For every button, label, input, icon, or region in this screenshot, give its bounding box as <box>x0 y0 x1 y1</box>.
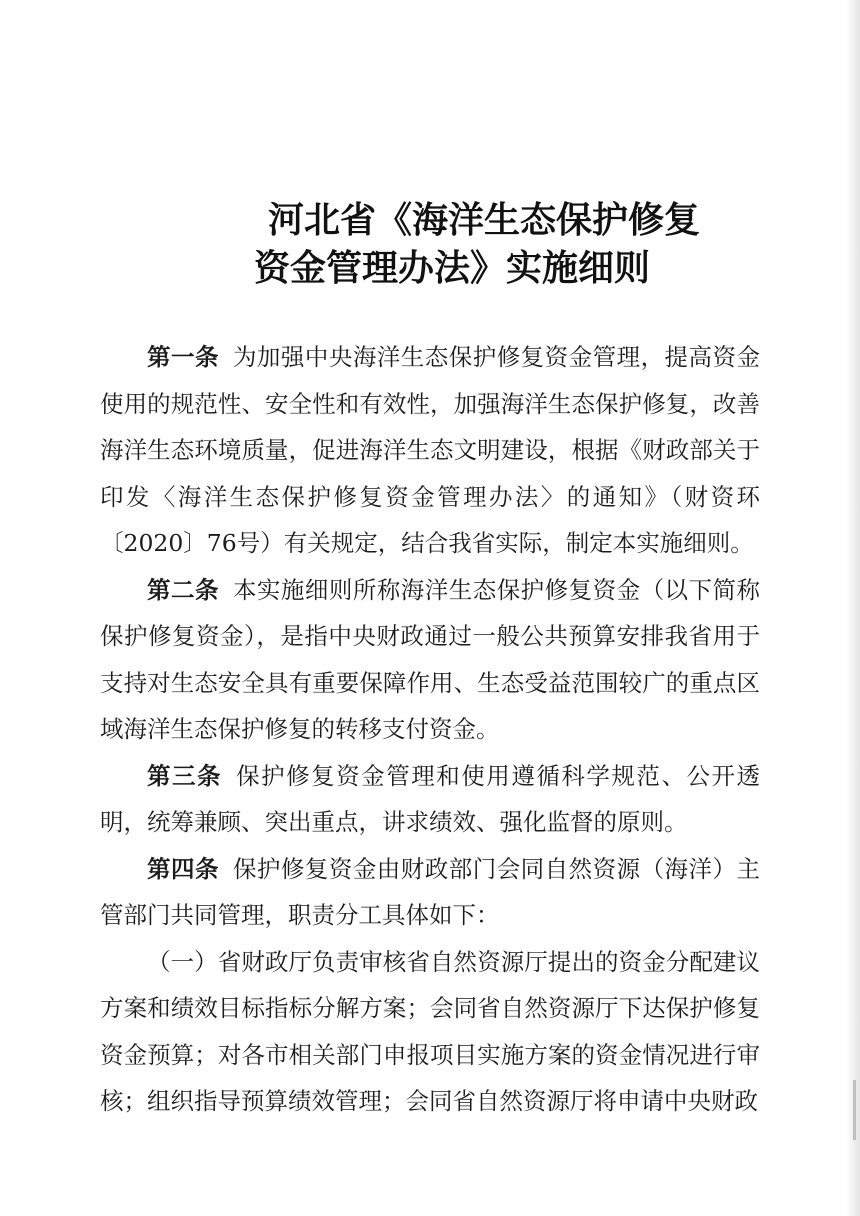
article-1-text: 为加强中央海洋生态保护修复资金管理，提高资金使用的规范性、安全性和有效性，加强海洋生态保护修复，改善海洋生态环境质量，促进海洋生态文明建设，根据《财政部关于印发〈海洋生态保护修复资金管理办法〉的通知》（财资环〔2020〕76号）有关规定，结合我省实际，制定本实施细则。 <box>100 343 760 557</box>
article-3-label: 第三条 <box>147 761 223 790</box>
page-edge-mark <box>853 1080 856 1140</box>
article-4-label: 第四条 <box>147 854 219 883</box>
article-2 <box>100 567 760 753</box>
article-4-item-1: （一）省财政厅负责审核省自然资源厅提出的资金分配建议方案和绩效目标指标分解方案；会同省自然资源厅下达保护修复资金预算；对各市相关部门申报项目实施方案的资金情况进行审核；组织指导预算绩效管理；会同省自然资源厅将申请中央财政 <box>100 947 760 1115</box>
article-1 <box>100 334 760 567</box>
article-2-text: 本实施细则所称海洋生态保护修复资金（以下简称保护修复资金），是指中央财政通过一般公共预算安排我省用于支持对生态安全具有重要保障作用、生态受益范围较广的重点区域海洋生态保护修复的转移支付资金。 <box>100 575 760 743</box>
title-line-1: 河北省《海洋生态保护修复 <box>268 199 701 241</box>
article-4-text: 保护修复资金由财政部门会同自然资源（海洋）主管部门共同管理，职责分工具体如下： <box>100 854 760 929</box>
article-1-label: 第一条 <box>147 343 219 371</box>
article-2-label: 第二条 <box>147 575 219 604</box>
page-edge-shadow <box>846 0 860 1216</box>
article-4 <box>100 846 760 939</box>
title-line-2: 资金管理办法》实施细则 <box>254 247 651 289</box>
article-3 <box>100 753 760 846</box>
document-title <box>0 196 860 292</box>
article-3-text: 保护修复资金管理和使用遵循科学规范、公开透明，统筹兼顾、突出重点，讲求绩效、强化监督的原则。 <box>100 761 761 836</box>
document-body <box>100 334 760 1125</box>
